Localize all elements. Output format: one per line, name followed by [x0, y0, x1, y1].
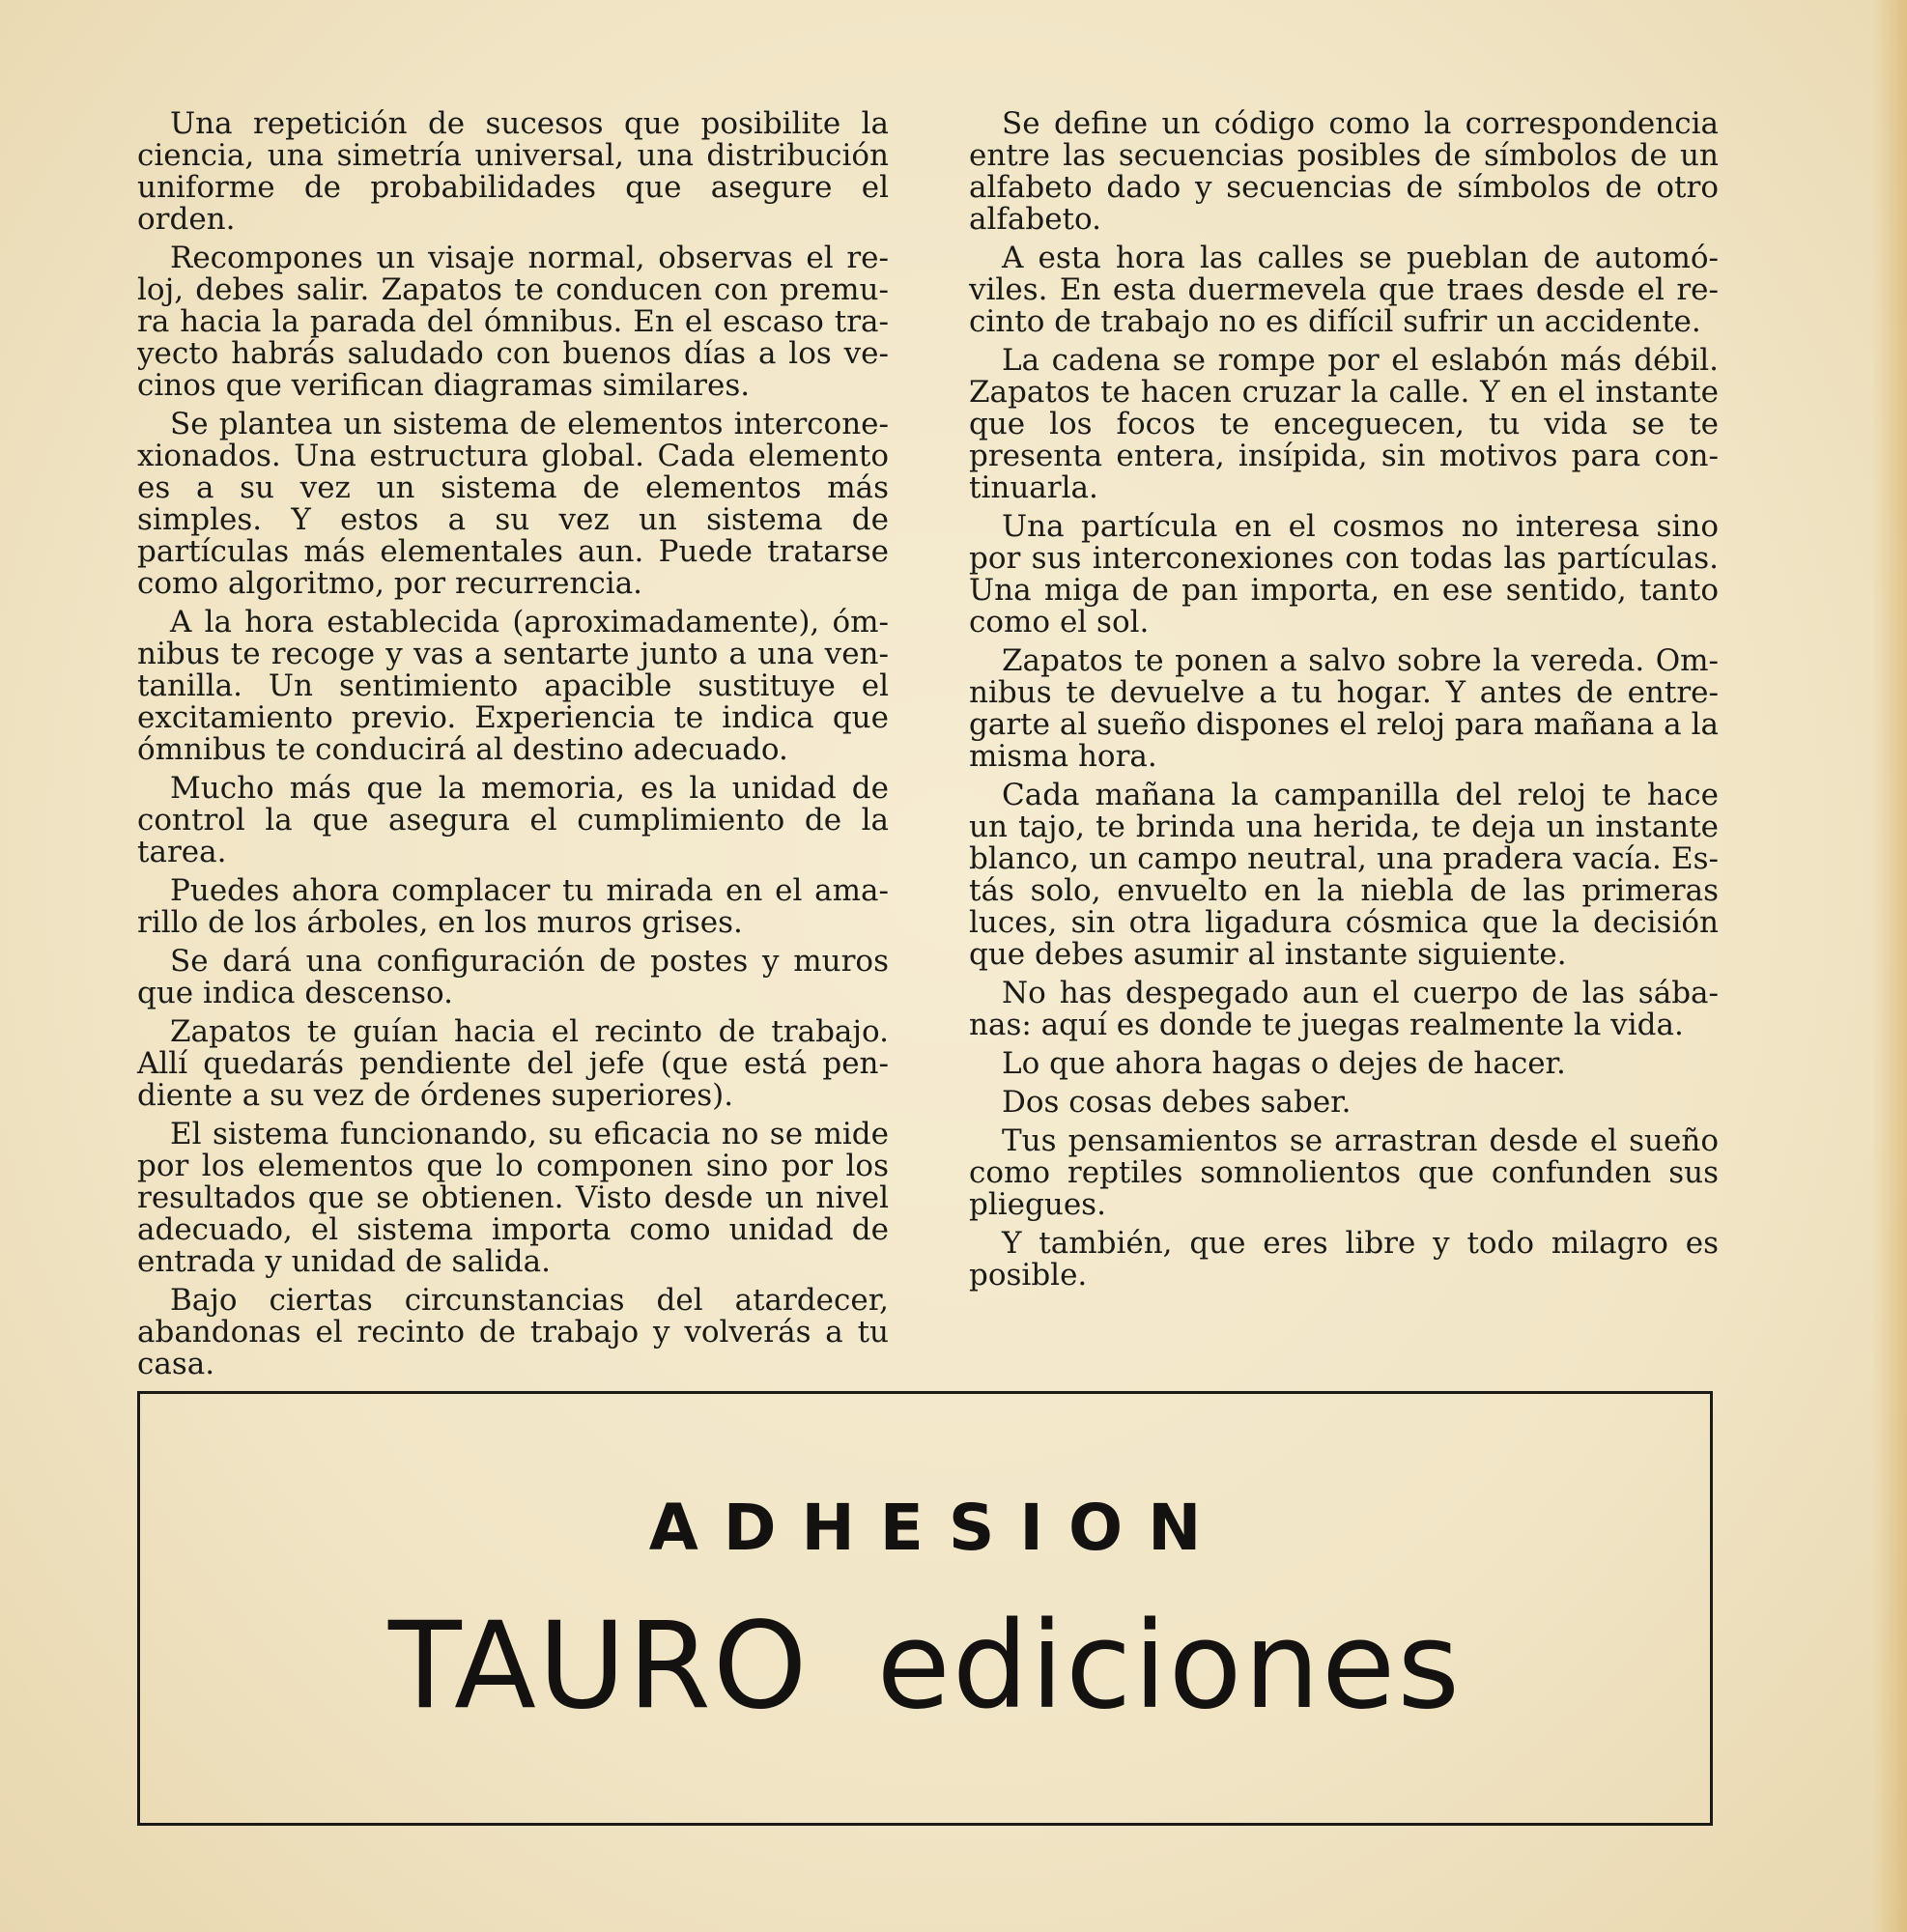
paragraph: Cada mañana la campanilla del reloj te hace un tajo, te brinda una herida, te deja un instante blanco, un campo neutral, una pradera vacía. Estás solo, envuelto en la niebla de las primeras luces, sin otra ligadura cósmica que la decisión que debes asumir al instante siguiente.	[969, 778, 1719, 972]
brand-word-tauro: TAURO	[388, 1597, 810, 1736]
paragraph: Se plantea un sistema de elementos interconexionados. Una estructura global. Cada elemento es a su vez un sistema de elementos más simples. Y estos a su vez un sistema de partículas más elementales aun. Puede tratarse como algoritmo, por recurrencia.	[137, 407, 889, 601]
paragraph: Recompones un visaje normal, observas el reloj, debes salir. Zapatos te conducen con premura hacia la parada del ómnibus. En el escaso trayecto habrás saludado con buenos días a los vecinos que verifican diagramas similares.	[137, 241, 889, 403]
paragraph: Puedes ahora complacer tu mirada en el amarillo de los árboles, en los muros grises.	[137, 873, 889, 940]
paragraph: Tus pensamientos se arrastran desde el sueño como reptiles somnolientos que confunden sus pliegues.	[969, 1123, 1719, 1222]
paragraph: La cadena se rompe por el eslabón más débil. Zapatos te hacen cruzar la calle. Y en el instante que los focos te enceguecen, tu vida se te presenta entera, insípida, sin motivos para continuarla.	[969, 343, 1719, 505]
paragraph: Mucho más que la memoria, es la unidad de control la que asegura el cumplimiento de la tarea.	[137, 771, 889, 869]
advert-title: ADHESION	[648, 1491, 1227, 1565]
paragraph: A esta hora las calles se pueblan de automóviles. En esta duermevela que traes desde el recinto de trabajo no es difícil sufrir un accidente.	[969, 241, 1719, 339]
paragraph: Se define un código como la correspondencia entre las secuencias posibles de símbolos de un alfabeto dado y secuencias de símbolos de otro alfabeto.	[969, 106, 1719, 237]
paragraph: Una partícula en el cosmos no interesa sino por sus interconexiones con todas las partículas. Una miga de pan importa, en ese sentido, tanto como el sol.	[969, 509, 1719, 639]
advert-brand	[140, 1597, 1710, 1736]
paragraph: Se dará una configuración de postes y muros que indica descenso.	[137, 944, 889, 1010]
paragraph: A la hora establecida (aproximadamente), ómnibus te recoge y vas a sentarte junto a una ventanilla. Un sentimiento apacible sustituye el excitamiento previo. Experiencia te indica que ómnibus te conducirá al destino adecuado.	[137, 605, 889, 767]
paper-edge-shadow	[1872, 0, 1907, 1932]
paragraph: Una repetición de sucesos que posibilite la ciencia, una simetría universal, una distribución uniforme de probabilidades que asegure el orden.	[137, 106, 889, 237]
paragraph: Dos cosas debes saber.	[1002, 1085, 1352, 1120]
paragraph: Bajo ciertas circunstancias del atardecer, abandonas el recinto de trabajo y volverás a tu casa.	[137, 1283, 889, 1381]
brand-word-ediciones: ediciones	[876, 1597, 1462, 1736]
paragraph: Y también, que eres libre y todo milagro es posible.	[969, 1226, 1719, 1293]
paragraph: Zapatos te guían hacia el recinto de trabajo. Allí quedarás pendiente del jefe (que está pendiente a su vez de órdenes superiores).	[137, 1014, 889, 1113]
right-text-column	[969, 108, 1719, 1298]
left-text-column	[137, 108, 889, 1387]
paragraph: Zapatos te ponen a salvo sobre la vereda. Omnibus te devuelve a tu hogar. Y antes de entregarte al sueño dispones el reloj para mañana a la misma hora.	[969, 643, 1719, 774]
paragraph: Lo que ahora hagas o dejes de hacer.	[1002, 1046, 1566, 1081]
paragraph: No has despegado aun el cuerpo de las sábanas: aquí es donde te juegas realmente la vida.	[969, 976, 1719, 1042]
paragraph: El sistema funcionando, su eficacia no se mide por los elementos que lo componen sino por los resultados que se obtienen. Visto desde un nivel adecuado, el sistema importa como unidad de entrada y unidad de salida.	[137, 1117, 889, 1279]
advertisement-box	[137, 1391, 1713, 1826]
